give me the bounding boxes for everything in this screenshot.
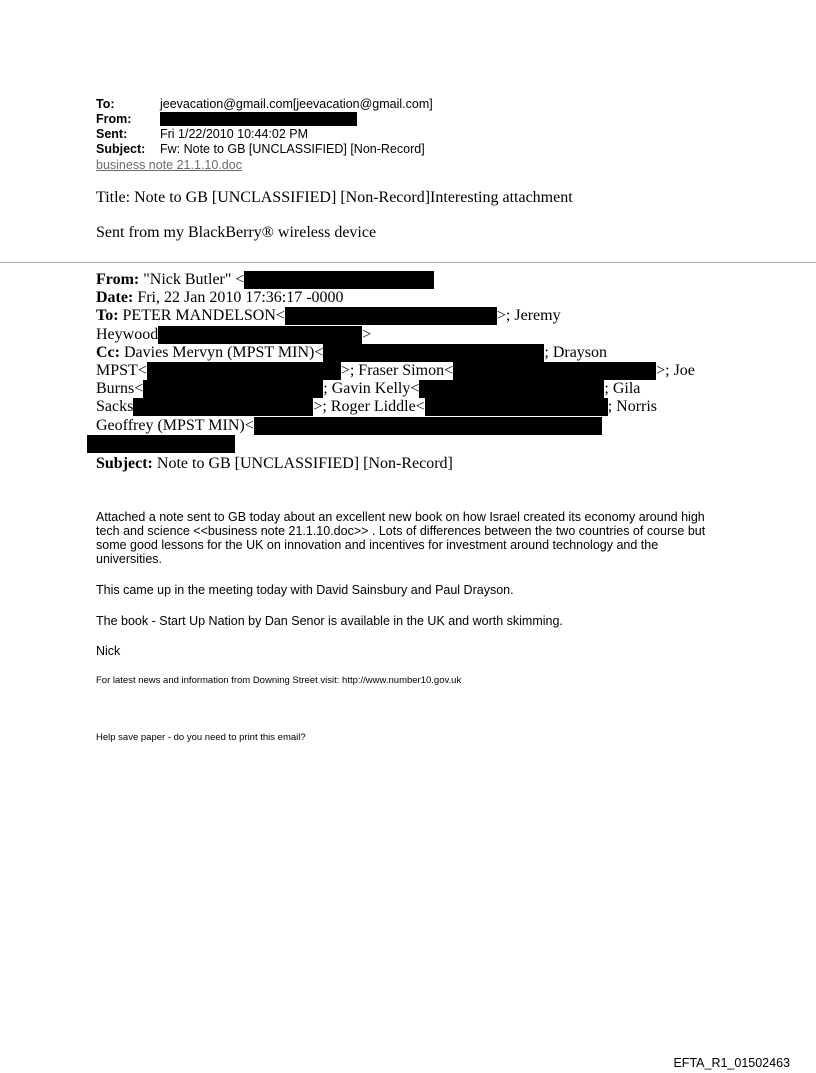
redaction-box [419, 380, 604, 398]
fwd-date-line [96, 289, 716, 307]
fwd-cc-label: Cc: [96, 343, 120, 361]
fwd-cc-sep5: ; Gila [604, 380, 641, 398]
title-line: Title: Note to GB [UNCLASSIFIED] [Non-Record]Interesting attachment [96, 189, 573, 206]
divider [0, 262, 816, 263]
from-label: From: [96, 112, 132, 126]
fwd-to-line [96, 307, 716, 325]
sent-row [96, 127, 433, 142]
email-header [96, 97, 433, 157]
fwd-subject-value: Note to GB [UNCLASSIFIED] [Non-Record] [156, 454, 453, 472]
redaction-box [254, 417, 602, 435]
fwd-cc-name1: Davies Mervyn (MPST MIN)< [123, 343, 324, 361]
redaction-box [133, 398, 313, 416]
body-paragraph-2: This came up in the meeting today with David Sainsbury and Paul Drayson. [96, 583, 514, 597]
fwd-cc-sep4: ; Gavin Kelly< [323, 380, 420, 398]
fwd-to-line2 [96, 326, 716, 344]
redaction-box [244, 271, 434, 289]
from-row [96, 112, 433, 127]
fwd-cc-sep6: >; Roger Liddle< [313, 398, 425, 416]
sent-from-line: Sent from my BlackBerry® wireless device [96, 224, 377, 241]
redaction-box [425, 398, 608, 416]
fwd-cc-line6 [96, 435, 716, 453]
fwd-cc-line4 [96, 398, 716, 416]
print-notice: Help save paper - do you need to print this email? [96, 732, 306, 743]
fwd-to-name2: Heywood [96, 325, 159, 343]
document-id: EFTA_R1_01502463 [673, 1056, 790, 1070]
body-paragraph-1: Attached a note sent to GB today about an excellent new book on how Israel created its economy around high tech and science <<business note 21.1.10.doc>> . Lots of differences between the two countries of course but some good lessons for the UK on innovation and incentives for investment around technology and the universities. [96, 510, 706, 566]
subject-label: Subject: [96, 142, 146, 156]
signature-name: Nick [96, 644, 121, 658]
redaction-box [323, 344, 544, 362]
to-value: jeevacation@gmail.com[jeevacation@gmail.com] [160, 97, 433, 111]
fwd-subject-line [96, 455, 716, 473]
fwd-date-value: Fri, 22 Jan 2010 17:36:17 -0000 [137, 289, 344, 307]
fwd-subject-label: Subject: [96, 454, 153, 472]
fwd-cc-name2: MPST< [96, 361, 147, 379]
forwarded-header [96, 271, 716, 473]
downing-street-footer: For latest news and information from Downing Street visit: http://www.number10.gov.uk [96, 675, 462, 686]
fwd-cc-sep2: >; Fraser Simon< [340, 361, 454, 379]
redaction-box [147, 362, 341, 380]
redaction-box [87, 435, 235, 453]
fwd-to-label: To: [96, 307, 119, 325]
redaction-box [143, 380, 323, 398]
fwd-cc-line2 [96, 362, 716, 380]
fwd-cc-line3 [96, 380, 716, 398]
fwd-from-line [96, 271, 716, 289]
attachment-link[interactable]: business note 21.1.10.doc [96, 158, 242, 172]
fwd-cc-sep3: >; Joe [656, 361, 695, 379]
fwd-from-name: "Nick Butler" < [143, 271, 245, 288]
fwd-cc-name4: Sacks [96, 398, 134, 416]
redaction-box [285, 307, 497, 325]
fwd-cc-line [96, 344, 716, 362]
redaction-box [158, 326, 362, 344]
subject-value: Fw: Note to GB [UNCLASSIFIED] [Non-Record] [160, 142, 425, 156]
redaction-box [453, 362, 656, 380]
sent-value: Fri 1/22/2010 10:44:02 PM [160, 127, 309, 141]
fwd-cc-sep1: ; Drayson [544, 343, 608, 361]
sent-label: Sent: [96, 127, 128, 141]
fwd-to-name1: PETER MANDELSON< [122, 307, 285, 325]
to-label: To: [96, 97, 115, 111]
fwd-from-label: From: [96, 271, 140, 288]
fwd-to-end: > [362, 325, 372, 343]
fwd-cc-name5: Geoffrey (MPST MIN)< [96, 416, 254, 434]
fwd-cc-line5 [96, 417, 716, 435]
fwd-cc-sep7: ; Norris [607, 398, 658, 416]
fwd-date-label: Date: [96, 289, 134, 307]
fwd-to-sep1: >; Jeremy [496, 307, 561, 325]
fwd-cc-name3: Burns< [96, 380, 144, 398]
to-row [96, 97, 433, 112]
redaction-box [160, 112, 357, 126]
subject-row [96, 142, 433, 157]
body-paragraph-3: The book - Start Up Nation by Dan Senor is available in the UK and worth skimming. [96, 614, 563, 628]
